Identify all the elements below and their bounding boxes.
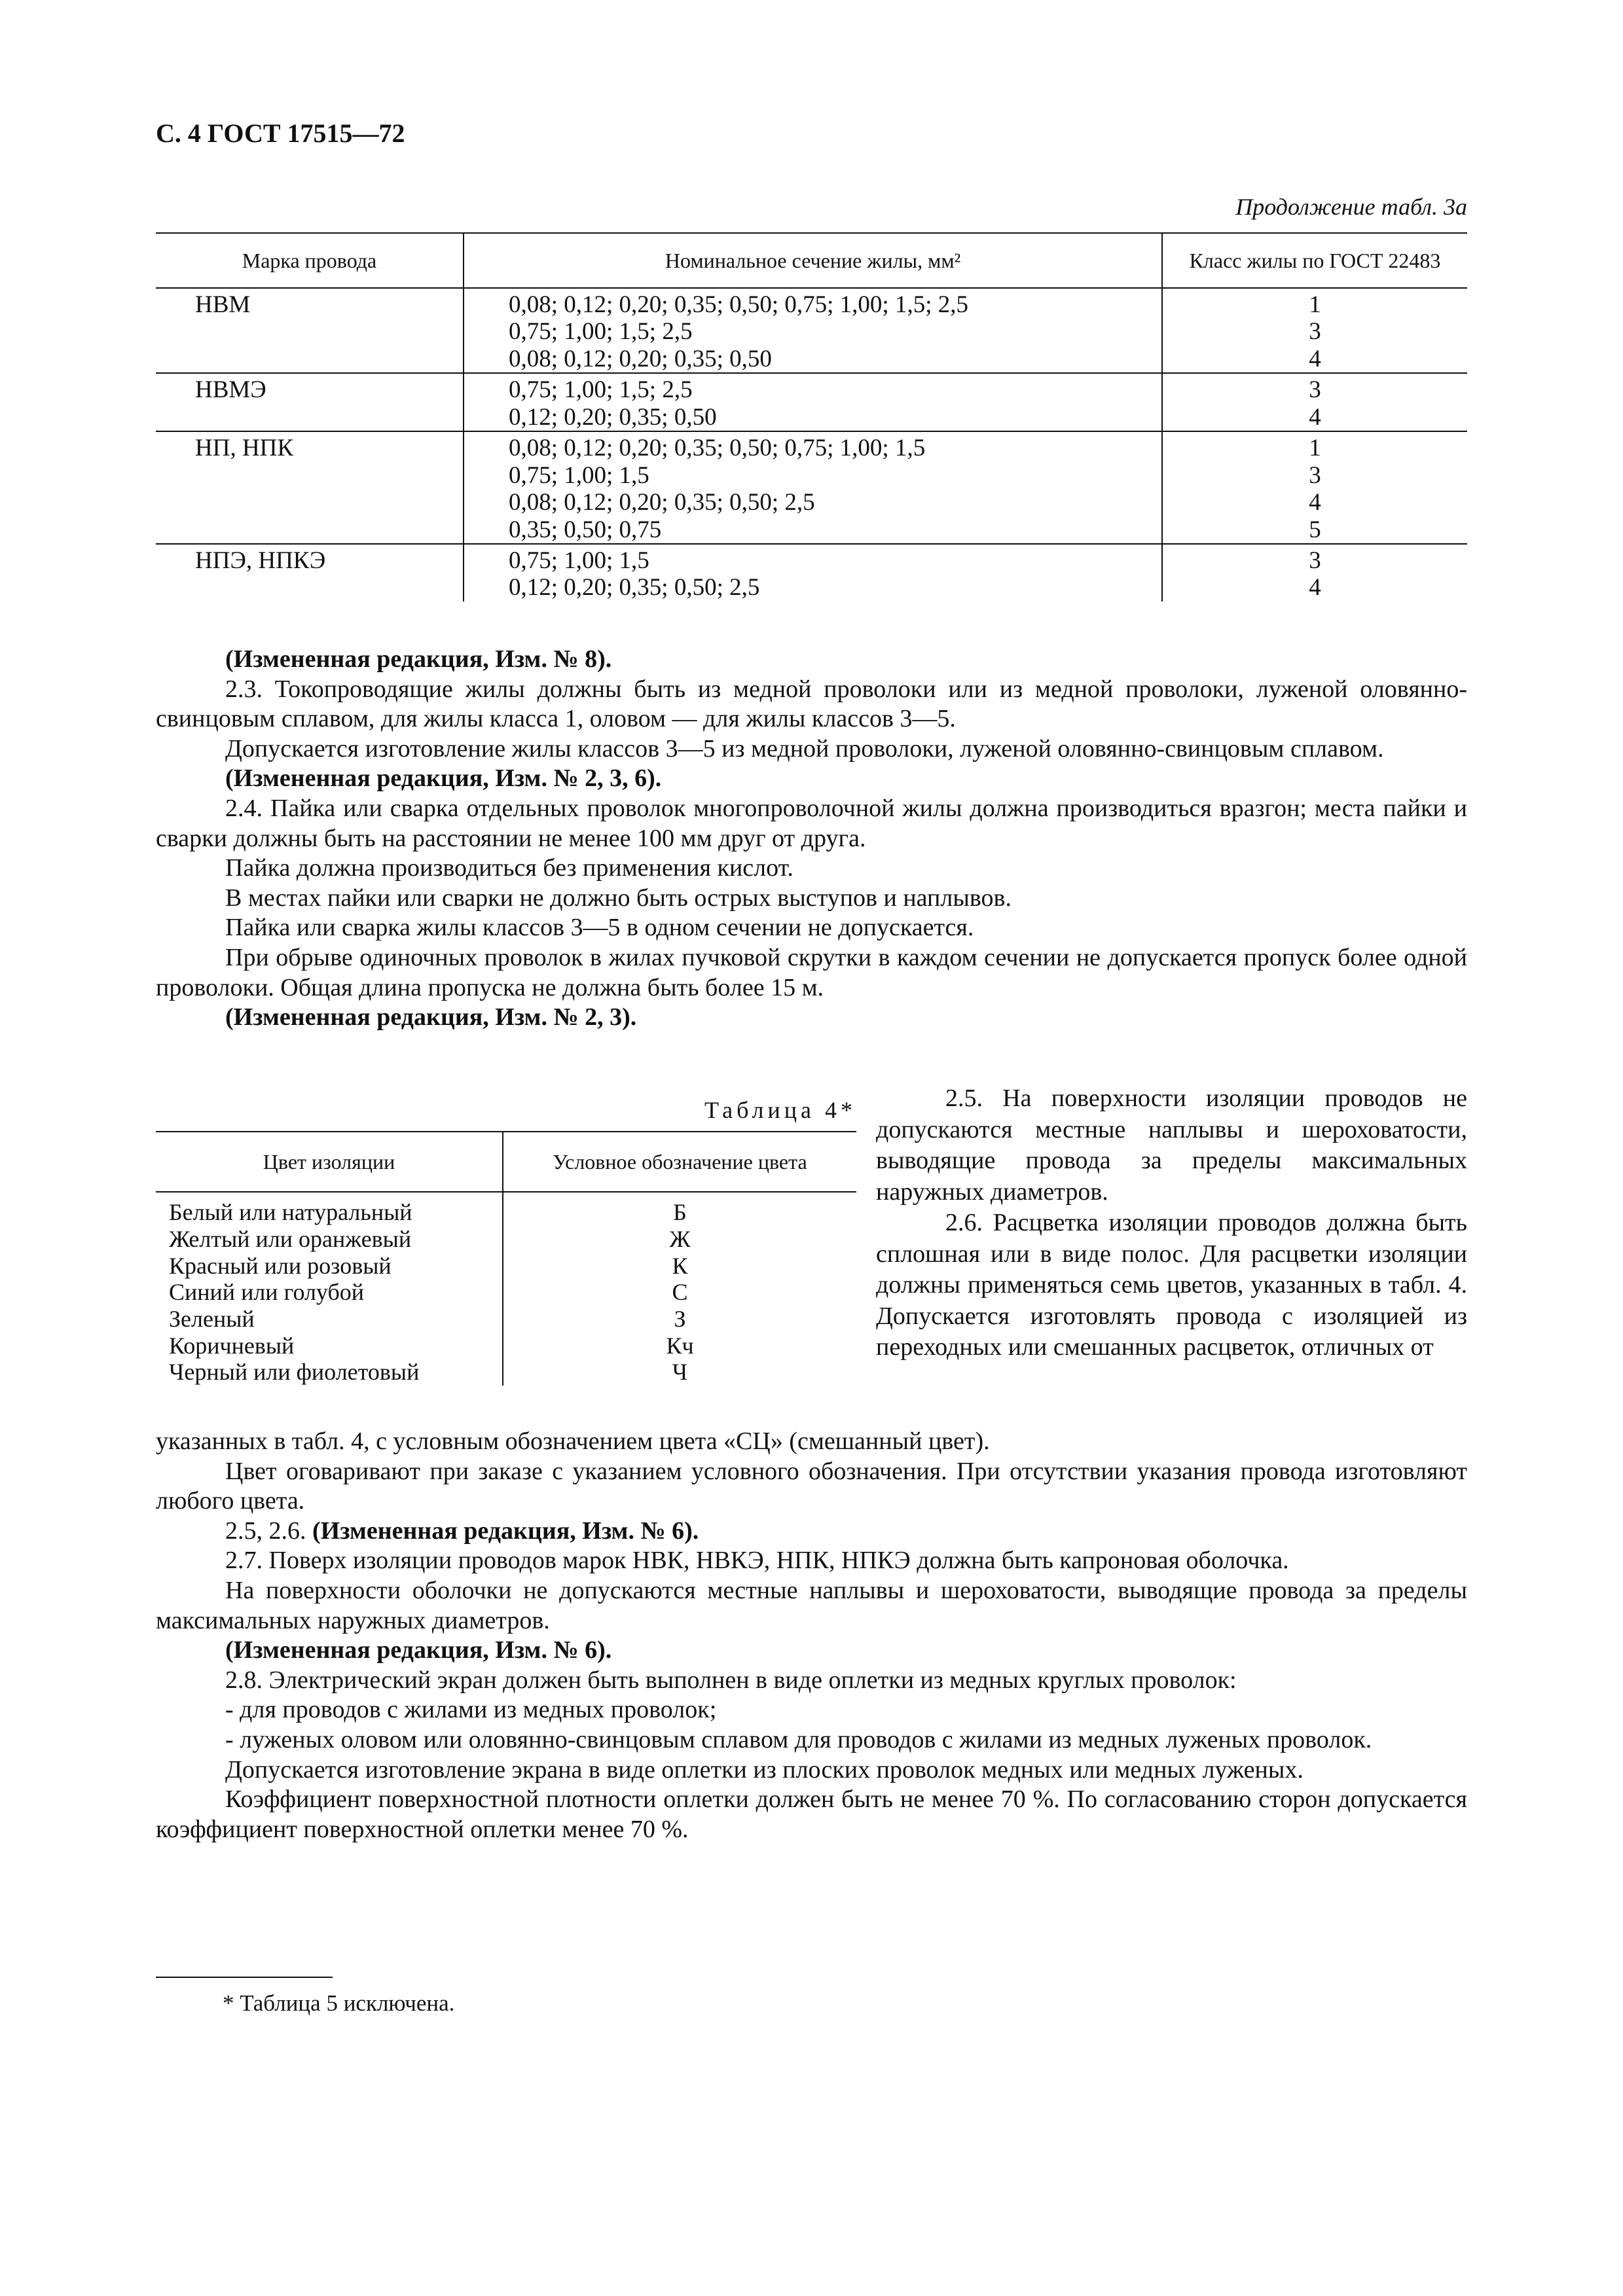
class-line: 4: [1309, 574, 1321, 601]
table-4: [156, 1131, 856, 1386]
body-text-bottom: [156, 1427, 1467, 1844]
brand-cell: НВМ: [195, 291, 251, 318]
paragraph: При обрыве одиночных проволок в жилах пучковой скрутки в каждом сечении не допускается пропуск более одной проволоки. Общая длина пропуска не должна быть более 15 м.: [156, 943, 1467, 1001]
section-cell: [464, 373, 1162, 431]
footnote: * Таблица 5 исключена.: [223, 1990, 455, 2016]
section-line: 0,08; 0,12; 0,20; 0,35; 0,50: [509, 345, 772, 372]
brand-cell: НПЭ, НПКЭ: [156, 544, 464, 601]
amendment-line: [156, 1516, 1467, 1547]
table-row: [156, 1306, 856, 1333]
column-header-code: Условное обозначение цвета: [503, 1132, 856, 1192]
column-header-color: Цвет изоляции: [156, 1132, 503, 1192]
paragraph-2-8: 2.8. Электрический экран должен быть выполнен в виде оплетки из медных круглых проволок:: [225, 1666, 1237, 1694]
table-row: [156, 1226, 856, 1253]
paragraph-2-7: 2.7. Поверх изоляции проводов марок НВК, НВКЭ, НПК, НПКЭ должна быть капроновая оболочка.: [225, 1547, 1289, 1575]
section-line: 0,35; 0,50; 0,75: [509, 516, 662, 543]
column-header-brand: Марка провода: [156, 233, 464, 288]
table-row: [156, 1359, 856, 1386]
class-cell: [1162, 544, 1467, 601]
amendment-note: (Измененная редакция, Изм. № 6).: [225, 1636, 612, 1664]
table-row: [156, 431, 1467, 544]
class-line: 4: [1309, 403, 1321, 431]
class-line: 1: [1309, 291, 1321, 318]
amendment-note: (Измененная редакция, Изм. № 2, 3).: [225, 1003, 637, 1031]
paragraph: Допускается изготовление жилы классов 3—5 из медной проволоки, луженой оловянно-свинцовым сплавом.: [225, 734, 1384, 762]
code-cell: Б: [503, 1192, 856, 1226]
section-line: 0,75; 1,00; 1,5: [509, 461, 649, 489]
table-4-block: [156, 1096, 856, 1386]
section-cell: [464, 544, 1162, 601]
class-cell: [1162, 431, 1467, 544]
paragraph-2-5: 2.5. На поверхности изоляции проводов не допускаются местные наплывы и шероховатости, выводящие провода за пределы максимальных наружных диаметров.: [876, 1085, 1467, 1206]
section-cell: [464, 431, 1162, 544]
table-row: [156, 373, 1467, 431]
class-cell: [1162, 288, 1467, 373]
section-line: 0,12; 0,20; 0,35; 0,50; 2,5: [509, 574, 760, 601]
class-line: 3: [1309, 547, 1321, 574]
color-cell: Желтый или оранжевый: [169, 1225, 412, 1252]
class-line: 4: [1309, 489, 1321, 516]
code-cell: Ч: [503, 1359, 856, 1386]
class-line: 3: [1309, 318, 1321, 346]
color-cell: Синий или голубой: [169, 1279, 365, 1306]
table-3a: [156, 232, 1467, 601]
paragraph: На поверхности оболочки не допускаются местные наплывы и шероховатости, выводящие провода за пределы максимальных наружных диаметров.: [156, 1576, 1467, 1634]
paragraph: В местах пайки или сварки не должно быть острых выступов и наплывов.: [225, 884, 1012, 912]
table-row: [156, 288, 1467, 373]
table-row: [156, 1279, 856, 1306]
section-line: 0,75; 1,00; 1,5; 2,5: [509, 318, 693, 346]
code-cell: Ж: [503, 1226, 856, 1253]
class-line: 5: [1309, 516, 1321, 543]
paragraph-2-4: 2.4. Пайка или сварка отдельных проволок многопроволочной жилы должна производиться вразгон; места пайки и сварки должны быть на расстоянии не менее 100 мм друг от друга.: [156, 794, 1467, 852]
color-cell: Черный или фиолетовый: [169, 1359, 420, 1386]
footnote-divider: [156, 1977, 333, 1978]
table-row: [156, 1333, 856, 1359]
color-cell: Белый или натуральный: [169, 1199, 412, 1226]
table-3a-caption: Продолжение табл. 3а: [1235, 194, 1467, 220]
code-cell: З: [503, 1306, 856, 1333]
color-cell: Зеленый: [169, 1305, 255, 1332]
paragraph: Пайка или сварка жилы классов 3—5 в одном сечении не допускается.: [225, 914, 974, 942]
table-row: [156, 1192, 856, 1226]
list-item: - луженых оловом или оловянно-свинцовым сплавом для проводов с жилами из медных луженых проволок.: [225, 1725, 1372, 1753]
color-cell: Красный или розовый: [169, 1252, 392, 1279]
paragraph-2-3: 2.3. Токопроводящие жилы должны быть из медной проволоки или из медной проволоки, луженой оловянно-свинцовым сплавом, для жилы класса 1, оловом — для жилы классов 3—5.: [156, 675, 1467, 733]
brand-cell: НВМЭ: [156, 373, 464, 431]
side-text: [876, 1083, 1467, 1363]
amendment-note: (Измененная редакция, Изм. № 2, 3, 6).: [225, 764, 662, 793]
class-line: 3: [1309, 461, 1321, 489]
class-line: 4: [1309, 345, 1321, 372]
table-row: [156, 544, 1467, 601]
paragraph: Допускается изготовление экрана в виде оплетки из плоских проволок медных или медных луженых.: [225, 1755, 1304, 1784]
amendment-note: (Измененная редакция, Изм. № 6).: [312, 1516, 699, 1545]
paragraph-2-6: 2.6. Расцветка изоляции проводов должна быть сплошная или в виде полос. Для расцветки изоляции должны применяться семь цветов, указанных в табл. 4. Допускается изготовлять провода с изоляцией из переходных или смешанных расцветок, отличных от: [876, 1209, 1467, 1361]
column-header-section: Номинальное сечение жилы, мм²: [464, 233, 1162, 288]
section-cell: [464, 288, 1162, 373]
section-line: 0,08; 0,12; 0,20; 0,35; 0,50; 0,75; 1,00; 1,5: [509, 435, 926, 462]
section-line: 0,75; 1,00; 1,5: [509, 547, 649, 574]
page-header: С. 4 ГОСТ 17515—72: [156, 118, 405, 148]
list-item: - для проводов с жилами из медных проволок;: [225, 1696, 717, 1724]
class-line: 3: [1309, 376, 1321, 404]
code-cell: Кч: [503, 1333, 856, 1359]
section-line: 0,08; 0,12; 0,20; 0,35; 0,50; 0,75; 1,00; 1,5; 2,5: [509, 291, 968, 318]
code-cell: С: [503, 1279, 856, 1306]
body-text-top: [156, 645, 1467, 1033]
code-cell: К: [503, 1253, 856, 1280]
color-cell: Коричневый: [169, 1332, 295, 1359]
amendment-note: (Измененная редакция, Изм. № 8).: [225, 645, 612, 673]
table-3a-header-row: [156, 233, 1467, 288]
amendment-prefix: 2.5, 2.6.: [225, 1516, 312, 1545]
paragraph: Пайка должна производиться без применения кислот.: [225, 854, 793, 882]
paragraph-2-6-continued: указанных в табл. 4, с условным обозначением цвета «СЦ» (смешанный цвет).: [156, 1427, 990, 1455]
class-line: 1: [1309, 435, 1321, 462]
table-4-caption: Таблица 4*: [704, 1097, 856, 1123]
section-line: 0,08; 0,12; 0,20; 0,35; 0,50; 2,5: [509, 489, 815, 516]
brand-cell: НП, НПК: [156, 431, 464, 544]
table-4-header-row: [156, 1132, 856, 1192]
section-line: 0,75; 1,00; 1,5; 2,5: [509, 376, 693, 404]
paragraph: Коэффициент поверхностной плотности оплетки должен быть не менее 70 %. По согласованию сторон допускается коэффициент поверхностной оплетки менее 70 %.: [156, 1785, 1467, 1843]
class-cell: [1162, 373, 1467, 431]
paragraph: Цвет оговаривают при заказе с указанием условного обозначения. При отсутствии указания провода изготовляют любого цвета.: [156, 1457, 1467, 1515]
section-line: 0,12; 0,20; 0,35; 0,50: [509, 403, 717, 431]
table-row: [156, 1253, 856, 1280]
column-header-class: Класс жилы по ГОСТ 22483: [1162, 233, 1467, 288]
